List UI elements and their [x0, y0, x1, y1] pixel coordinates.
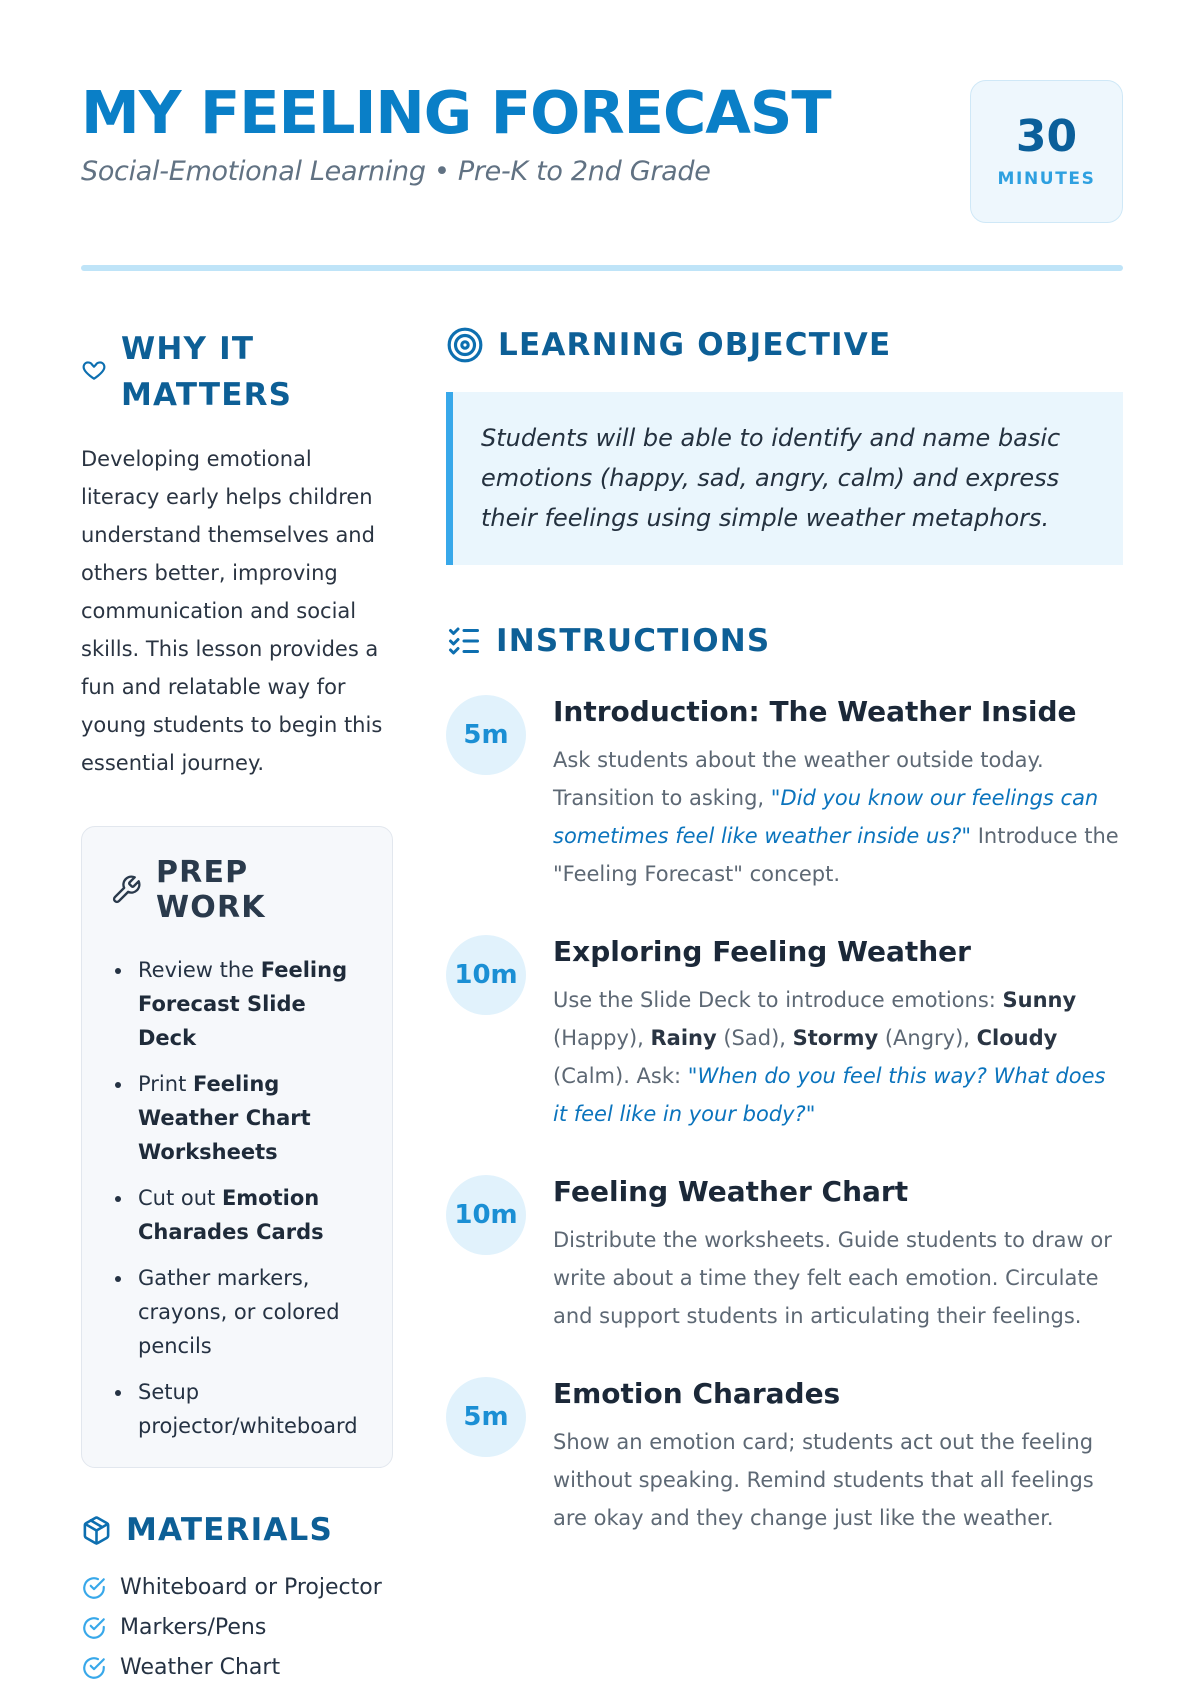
materials-list — [81, 1568, 393, 1688]
header-divider — [81, 265, 1123, 271]
step-description: Distribute the worksheets. Guide students to draw or write about a time they felt each emotion. Circulate and support students in articulating their feelings. — [553, 1228, 1112, 1328]
target-icon — [446, 326, 484, 364]
prep-work-list — [110, 953, 364, 1443]
instructions-heading — [446, 623, 1123, 659]
right-column — [446, 326, 1123, 1579]
wrench-icon — [110, 874, 142, 906]
page-header — [81, 80, 1123, 187]
heart-icon — [81, 357, 107, 388]
prep-item: • Review the Feeling Forecast Slide Deck — [134, 953, 364, 1055]
box-icon — [81, 1515, 112, 1546]
why-it-matters-heading — [81, 326, 393, 418]
step-description: Ask students about the weather outside today. Transition to asking, "Did you know our feelings can sometimes feel like weather inside us?" Introduce the "Feeling Forecast" concept. — [553, 748, 1119, 886]
duration-badge — [970, 80, 1123, 223]
prep-item: • Print Feeling Weather Chart Worksheets — [134, 1067, 364, 1169]
step-time-badge: 10m — [446, 935, 526, 1015]
step-title: Emotion Charades — [553, 1377, 841, 1410]
materials-section — [81, 1512, 393, 1688]
instructions-title: INSTRUCTIONS — [496, 623, 771, 659]
check-circle-icon — [81, 1655, 107, 1681]
instruction-step — [446, 1377, 1123, 1537]
page-title: MY FEELING FORECAST — [81, 78, 831, 147]
instruction-steps — [446, 695, 1123, 1537]
left-column — [81, 326, 393, 1688]
instruction-step — [446, 935, 1123, 1133]
materials-title: MATERIALS — [126, 1512, 334, 1548]
check-circle-icon — [81, 1575, 107, 1601]
materials-item: Weather Chart — [81, 1648, 393, 1688]
learning-objective-heading — [446, 326, 1123, 364]
checklist-icon — [446, 623, 482, 659]
duration-unit: MINUTES — [997, 169, 1096, 189]
materials-item: Markers/Pens — [81, 1608, 393, 1648]
materials-heading — [81, 1512, 393, 1548]
step-title: Exploring Feeling Weather — [553, 935, 971, 968]
prep-item: • Cut out Emotion Charades Cards — [134, 1181, 364, 1249]
check-circle-icon — [81, 1615, 107, 1641]
why-heading-line2: MATTERS — [121, 377, 293, 413]
step-description: Use the Slide Deck to introduce emotions: Sunny (Happy), Rainy (Sad), Stormy (Angry), Cloudy (Calm). Ask: "When do you feel this way? What does it feel like in your body?" — [553, 988, 1106, 1126]
materials-item: Whiteboard or Projector — [81, 1568, 393, 1608]
learning-objective-text: Students will be able to identify and name basic emotions (happy, sad, angry, calm) and express their feelings using simple weather metaphors. — [446, 392, 1123, 565]
prep-work-card — [81, 826, 393, 1468]
prep-work-heading — [110, 855, 364, 925]
instruction-step — [446, 1175, 1123, 1335]
step-time-badge: 5m — [446, 1377, 526, 1457]
instruction-step — [446, 695, 1123, 893]
prep-item: • Gather markers, crayons, or colored pencils — [134, 1261, 364, 1363]
page-subtitle: Social-Emotional Learning • Pre-K to 2nd Grade — [81, 156, 711, 187]
step-time-badge: 5m — [446, 695, 526, 775]
step-time-badge: 10m — [446, 1175, 526, 1255]
step-description: Show an emotion card; students act out the feeling without speaking. Remind students that all feelings are okay and they change just like the weather. — [553, 1430, 1094, 1530]
duration-value: 30 — [1015, 111, 1078, 162]
prep-item: • Setup projector/whiteboard — [134, 1375, 364, 1443]
why-heading-line1: WHY IT — [121, 331, 255, 367]
step-title: Feeling Weather Chart — [553, 1175, 909, 1208]
step-title: Introduction: The Weather Inside — [553, 695, 1077, 728]
learning-objective-title: LEARNING OBJECTIVE — [498, 327, 892, 363]
why-it-matters-text: Developing emotional literacy early helps children understand themselves and others better, improving communication and social skills. This lesson provides a fun and relatable way for young students to begin this essential journey. — [81, 447, 383, 775]
prep-work-title: PREP WORK — [156, 855, 266, 925]
